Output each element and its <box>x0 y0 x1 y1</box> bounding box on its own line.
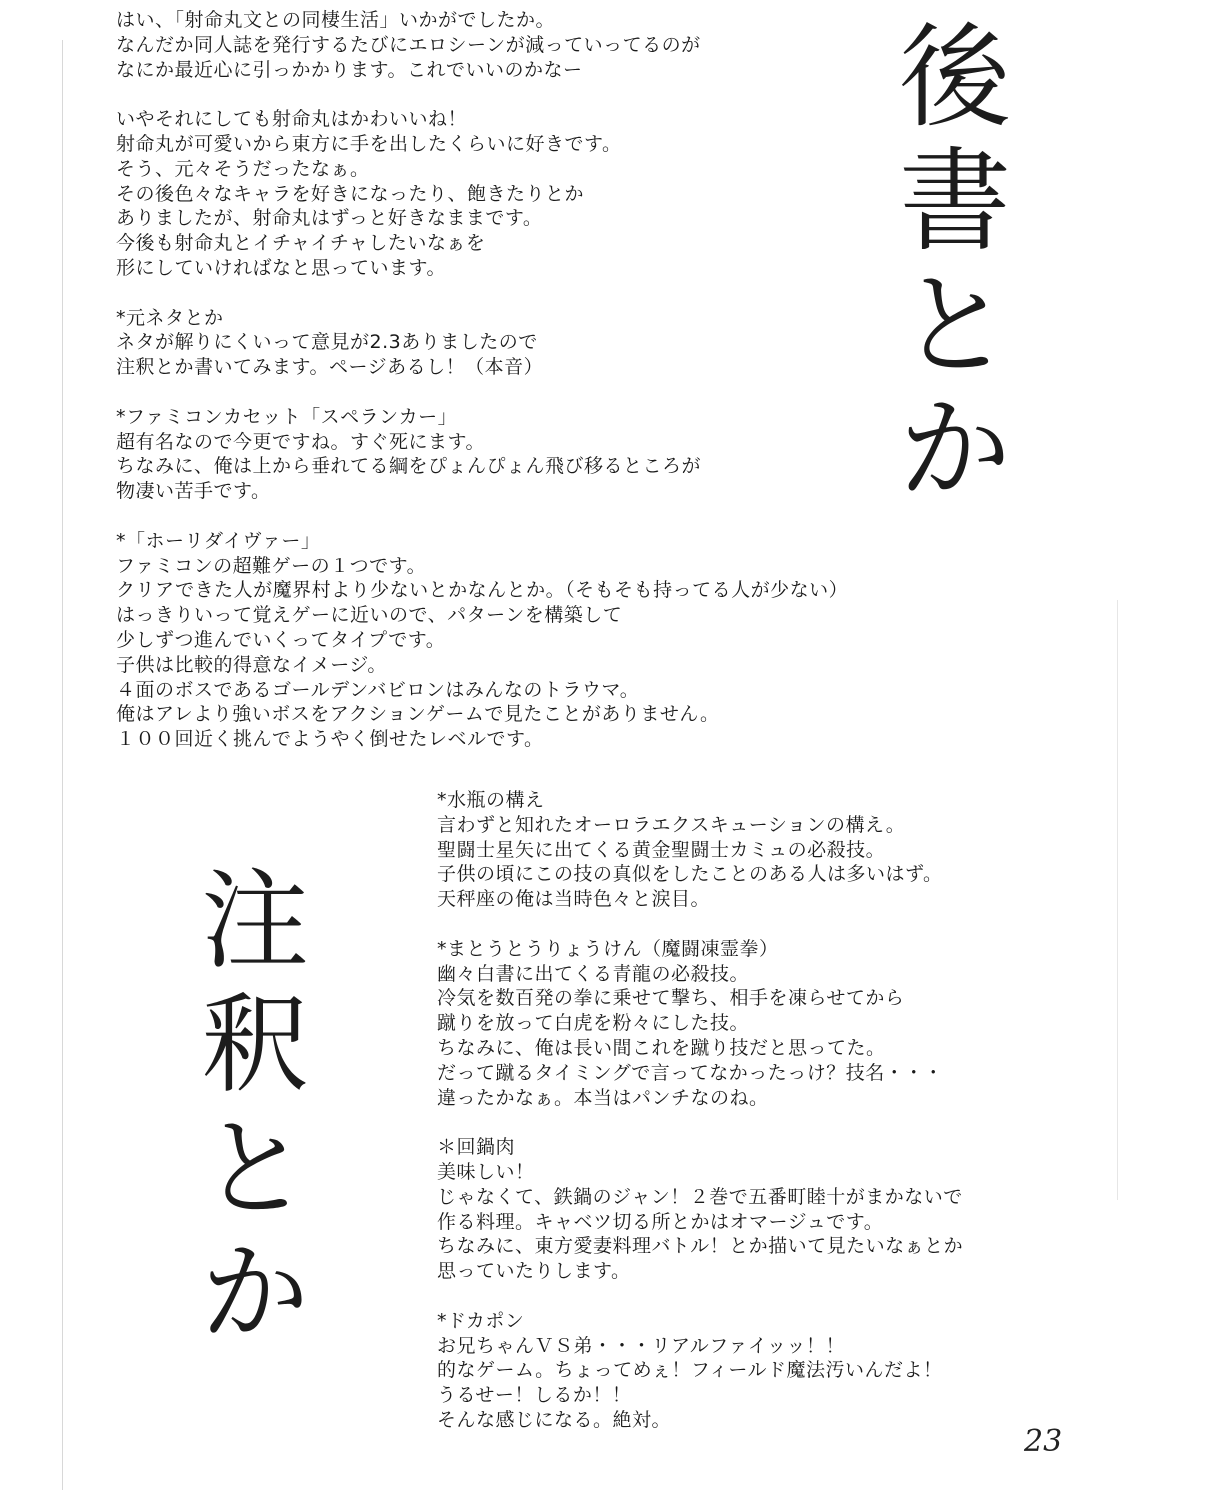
notes-title-char: 釈 <box>200 983 309 1108</box>
text-line: なにか最近心に引っかかります。これでいいのかなー <box>116 58 583 81</box>
text-line: 天秤座の俺は当時色々と涙目。 <box>437 888 711 911</box>
notes-text <box>437 788 1057 1458</box>
text-line: 幽々白書に出てくる青龍の必殺技。 <box>437 962 750 985</box>
paragraph <box>437 1309 1057 1433</box>
binding-margin-line <box>62 40 63 1490</box>
text-line: はい、「射命丸文との同棲生活」いかがでしたか。 <box>116 9 556 31</box>
text-line: 違ったかなぁ。本当はパンチなのね。 <box>437 1086 769 1109</box>
text-line: 冷気を数百発の拳に乗せて撃ち、相手を凍らせてから <box>437 987 905 1010</box>
text-line: 的なゲーム。ちょってめぇ！フィールド魔法汚いんだよ！ <box>437 1359 943 1382</box>
text-line: はっきりいって覚えゲーに近いので、パターンを構築して <box>116 604 623 627</box>
text-line: ４面のボスであるゴールデンバビロンはみんなのトラウマ。 <box>116 678 640 701</box>
text-line: 注釈とか書いてみます。ページあるし！（本音） <box>116 356 544 379</box>
afterword-title <box>885 13 1025 518</box>
text-line: その後色々なキャラを好きになったり、飽きたりとか <box>116 182 585 205</box>
text-line: ちなみに、東方愛妻料理バトル！とか描いて見たいなぁとか <box>437 1235 964 1258</box>
notes-title-char: 注 <box>200 859 309 984</box>
text-line: *水瓶の構え <box>437 789 545 811</box>
text-line: いやそれにしても射命丸はかわいいね！ <box>116 108 468 131</box>
text-line: ファミコンの超難ゲーの１つです。 <box>116 554 427 577</box>
paragraph <box>437 788 1057 912</box>
paragraph <box>116 405 896 504</box>
text-line: そう、元々そうだったなぁ。 <box>116 157 370 180</box>
afterword-title-char: か <box>899 385 1011 515</box>
text-line: 思っていたりします。 <box>437 1260 631 1283</box>
text-line: お兄ちゃんＶＳ弟・・・リアルファイッッ！！ <box>437 1334 845 1357</box>
text-line: 少しずつ進んでいくってタイプです。 <box>116 628 446 651</box>
afterword-title-char: 後 <box>899 13 1011 143</box>
text-line: 子供の頃にこの技の真似をしたことのある人は多いはず。 <box>437 863 943 886</box>
afterword-title-char: と <box>899 261 1011 391</box>
text-line: *まとうとうりょうけん（魔闘凍霊拳） <box>437 937 779 960</box>
afterword-text <box>116 8 896 777</box>
text-line: 言わずと知れたオーロラエクスキューションの構え。 <box>437 813 906 836</box>
text-line: 聖闘士星矢に出てくる黄金聖闘士カミュの必殺技。 <box>437 838 886 861</box>
text-line: *ドカポン <box>437 1309 525 1332</box>
page-number: 23 <box>1024 1424 1063 1459</box>
paragraph <box>116 306 896 380</box>
afterword-title-char: 書 <box>899 137 1011 267</box>
paragraph <box>116 529 896 752</box>
text-line: 射命丸が可愛いから東方に手を出したくらいに好きです。 <box>116 132 622 155</box>
text-line: ＊回鍋肉 <box>437 1136 516 1159</box>
text-line: *ファミコンカセット「スペランカー」 <box>116 405 458 428</box>
notes-title-char: か <box>200 1231 309 1356</box>
text-line: じゃなくて、鉄鍋のジャン！２巻で五番町睦十がまかないで <box>437 1185 963 1208</box>
text-line: 今後も射命丸とイチャイチャしたいなぁを <box>116 232 486 255</box>
text-line: そんな感じになる。絶対。 <box>437 1408 672 1431</box>
text-line: １００回近く挑んでようやく倒せたレベルです。 <box>116 728 544 751</box>
text-line: クリアできた人が魔界村より少ないとかなんとか。（そもそも持ってる人が少ない） <box>116 579 849 602</box>
text-line: ちなみに、俺は長い間これを蹴り技だと思ってた。 <box>437 1036 886 1059</box>
text-line: 美味しい！ <box>437 1160 535 1183</box>
text-line: ネタが解りにくいって意見が2.3ありましたので <box>116 331 538 354</box>
paragraph <box>116 8 896 82</box>
text-line: だって蹴るタイミングで言ってなかったっけ？技名・・・ <box>437 1061 944 1084</box>
paragraph <box>437 937 1057 1111</box>
paragraph <box>116 107 896 281</box>
text-line: *「ホーリダイヴァー」 <box>116 529 321 552</box>
text-line: なんだか同人誌を発行するたびにエロシーンが減っていってるのが <box>116 33 701 56</box>
text-line: *元ネタとか <box>116 306 224 329</box>
text-line: うるせー！しるか！！ <box>437 1384 632 1407</box>
text-line: 形にしていければなと思っています。 <box>116 256 446 279</box>
notes-title-char: と <box>200 1107 309 1232</box>
text-line: 物凄い苦手です。 <box>116 480 271 503</box>
text-line: ちなみに、俺は上から垂れてる綱をぴょんぴょん飛び移るところが <box>116 455 702 478</box>
paragraph <box>437 1135 1057 1284</box>
text-line: 作る料理。キャベツ切る所とかはオマージュです。 <box>437 1210 884 1233</box>
text-line: 蹴りを放って白虎を粉々にした技。 <box>437 1012 750 1035</box>
text-line: 子供は比較的得意なイメージ。 <box>116 653 387 676</box>
notes-title <box>190 859 320 1364</box>
text-line: 俺はアレより強いボスをアクションゲームで見たことがありません。 <box>116 703 720 726</box>
text-line: ありましたが、射命丸はずっと好きなままです。 <box>116 207 543 230</box>
scan-edge-line <box>1117 600 1118 1200</box>
text-line: 超有名なので今更ですね。すぐ死にます。 <box>116 430 485 453</box>
